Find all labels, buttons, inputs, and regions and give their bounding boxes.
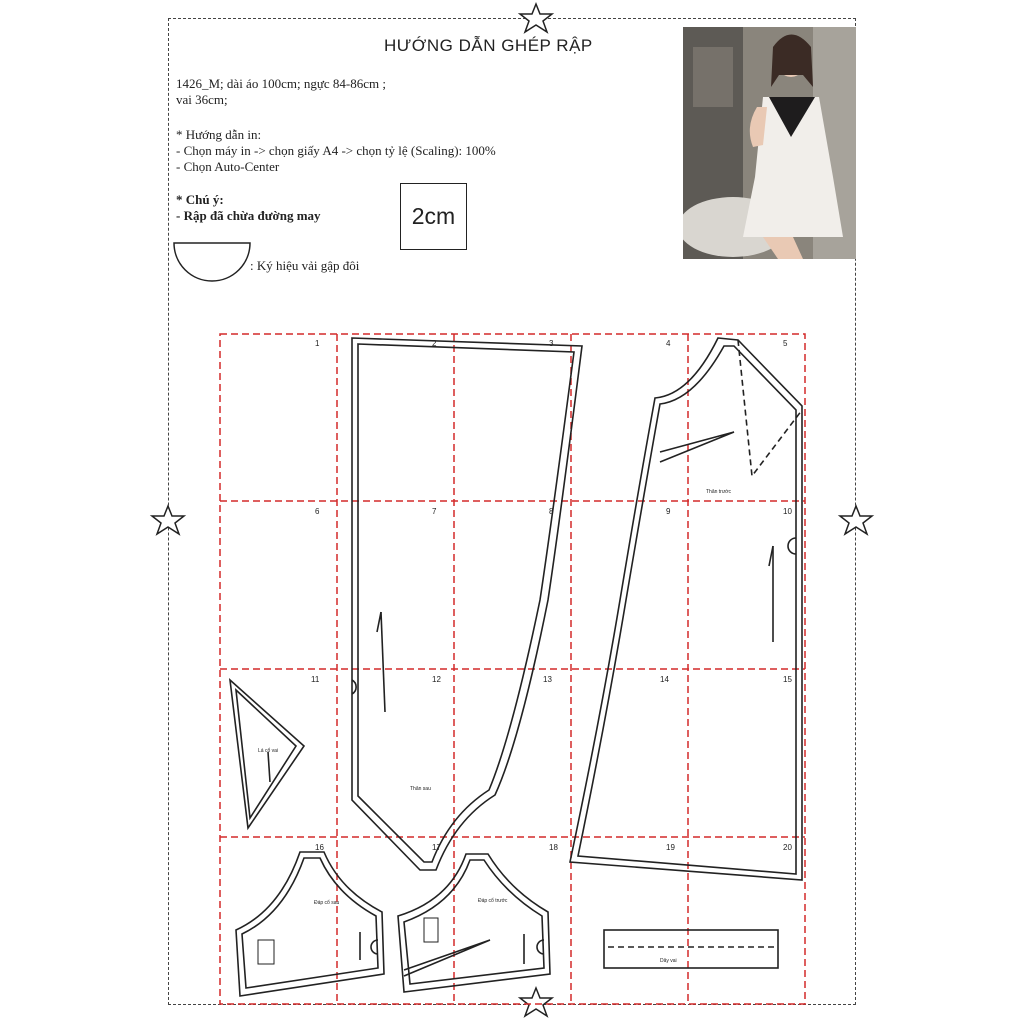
grid-number: 2 xyxy=(432,339,437,348)
star-icon-top xyxy=(520,4,552,32)
grid-number: 11 xyxy=(311,675,320,684)
grid-number: 14 xyxy=(660,675,669,684)
collar-label: Lá cổ vai xyxy=(258,748,279,754)
grid-number: 15 xyxy=(783,675,792,684)
back-facing-label: Đáp cổ sau xyxy=(314,900,340,906)
spec-line-2: vai 36cm; xyxy=(176,92,228,107)
star-icon-bottom xyxy=(520,988,552,1016)
front-facing-piece xyxy=(398,854,550,992)
grid-number: 10 xyxy=(783,507,792,516)
strap-label: Dây vai xyxy=(660,958,677,964)
grid-number: 16 xyxy=(315,843,324,852)
grid-number: 5 xyxy=(783,339,788,348)
grid-number: 3 xyxy=(549,339,554,348)
page-grid xyxy=(220,334,805,1004)
strap-piece xyxy=(604,930,778,968)
grid-number: 12 xyxy=(432,675,441,684)
front-body-piece xyxy=(570,338,802,880)
registration-stars xyxy=(152,4,872,1016)
grid-number: 7 xyxy=(432,507,437,516)
back-body-piece xyxy=(352,338,582,870)
note-heading: * Chú ý: xyxy=(176,192,224,207)
grid-number: 13 xyxy=(543,675,552,684)
collar-piece xyxy=(230,680,304,828)
fold-symbol-icon xyxy=(174,243,250,281)
grid-number: 6 xyxy=(315,507,320,516)
fold-symbol-label: : Ký hiệu vải gập đôi xyxy=(250,258,360,273)
print-step-2: - Chọn Auto-Center xyxy=(176,159,280,174)
grid-number: 1 xyxy=(315,339,320,348)
grid-number: 17 xyxy=(432,843,441,852)
back-body-label: Thân sau xyxy=(410,786,431,792)
grid-number: 19 xyxy=(666,843,675,852)
front-facing-label: Đáp cổ trước xyxy=(478,898,508,904)
print-heading: * Hướng dẫn in: xyxy=(176,127,262,142)
grid-number: 9 xyxy=(666,507,671,516)
note-text: - Rập đã chừa đường may xyxy=(176,208,321,223)
star-icon-left xyxy=(152,506,184,534)
grid-number: 4 xyxy=(666,339,671,348)
star-icon-right xyxy=(840,506,872,534)
grid-number: 20 xyxy=(783,843,792,852)
spec-line-1: 1426_M; dài áo 100cm; ngực 84-86cm ; xyxy=(176,76,386,91)
grid-number: 18 xyxy=(549,843,558,852)
page-title: HƯỚNG DẪN GHÉP RẬP xyxy=(384,36,593,55)
print-step-1: - Chọn máy in -> chọn giấy A4 -> chọn tỷ lệ (Scaling): 100% xyxy=(176,143,496,158)
scale-label: 2cm xyxy=(411,203,456,229)
back-facing-piece xyxy=(236,852,384,996)
front-body-label: Thân trước xyxy=(706,489,731,495)
grid-number: 8 xyxy=(549,507,554,516)
